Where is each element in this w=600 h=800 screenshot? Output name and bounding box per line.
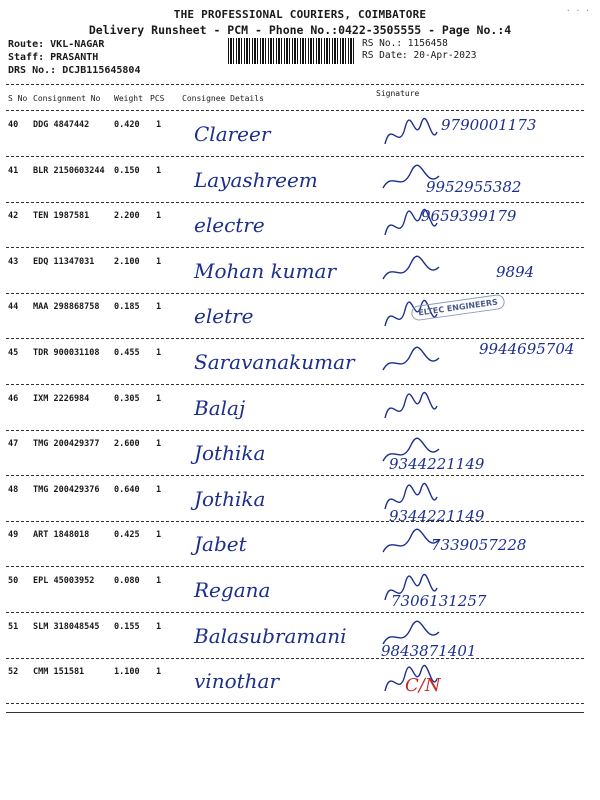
row-signature (381, 342, 581, 384)
table-row (6, 522, 584, 567)
table-row (6, 659, 584, 704)
cn-mark: C/N (405, 675, 441, 697)
col-consignment: Consignment No (33, 94, 101, 103)
row-pcs: 1 (156, 348, 162, 358)
staff-line (8, 51, 140, 64)
row-pcs: 1 (156, 667, 162, 678)
row-pcs: 1 (156, 484, 162, 495)
row-signature (381, 296, 581, 338)
row-consignment-no: DDG 4847442 (33, 120, 90, 130)
table-row (6, 477, 584, 525)
row-consignee-name: Clareer (194, 122, 271, 146)
row-consignment-no: ART 1848018 (33, 530, 90, 541)
row-consignee-name: Balasubramani (194, 623, 347, 648)
table-row (6, 431, 584, 476)
phone-number: 9344221149 (389, 506, 485, 525)
bottom-divider (6, 712, 584, 713)
phone-number: 7306131257 (391, 592, 487, 610)
col-signature: Signature (376, 89, 420, 98)
row-signature (381, 616, 581, 658)
row-consignment-no: CMM 151581 (33, 667, 85, 678)
row-pcs: 1 (156, 439, 162, 450)
rs-block (362, 38, 476, 62)
row-sno: 50 (8, 576, 19, 586)
col-sno: S No (8, 94, 28, 103)
table-row (6, 340, 584, 385)
table-row (6, 112, 584, 157)
rs-date-line (362, 50, 476, 62)
row-signature (381, 251, 581, 293)
rs-date-value: 20-Apr-2023 (413, 50, 477, 61)
row-signature (381, 570, 581, 612)
row-pcs: 1 (156, 530, 162, 541)
staff-label: Staff: (8, 52, 45, 63)
signature-scribble (381, 251, 441, 291)
row-signature (381, 433, 581, 475)
row-weight: 2.600 (114, 439, 140, 450)
row-consignee-name: Jothika (194, 441, 266, 466)
row-sno: 42 (8, 211, 19, 222)
row-signature (381, 205, 581, 247)
row-pcs: 1 (156, 302, 162, 313)
table-row (6, 614, 584, 659)
row-consignee-name: Saravanakumar (194, 350, 355, 374)
row-consignee-name: Balaj (194, 395, 246, 420)
col-details: Consignee Details (182, 94, 264, 103)
row-consignment-no: IXM 2226984 (33, 393, 90, 404)
row-sno: 41 (8, 165, 19, 176)
route-label: Route: (8, 39, 45, 50)
row-consignment-no: MAA 298868758 (33, 302, 100, 313)
row-sno: 46 (8, 393, 19, 404)
phone-number: 9944695704 (479, 340, 575, 358)
table-row (6, 158, 584, 203)
rs-no-value: 1156458 (407, 38, 448, 49)
rs-date-label: RS Date: (362, 50, 408, 61)
corner-marks: · · · (565, 6, 590, 15)
row-sno: 48 (8, 484, 19, 495)
table-row (6, 294, 584, 339)
row-pcs: 1 (156, 211, 162, 222)
row-sno: 44 (8, 302, 19, 313)
row-weight: 0.420 (114, 120, 140, 130)
rs-no-line (362, 38, 476, 50)
phone-number: 9952955382 (426, 177, 522, 196)
drs-line (8, 64, 140, 77)
row-sno: 47 (8, 439, 19, 450)
row-weight: 0.305 (114, 393, 140, 404)
row-pcs: 1 (156, 576, 162, 586)
row-weight: 1.100 (114, 667, 140, 678)
row-consignee-name: Jothika (194, 486, 266, 511)
row-consignee-name: Jabet (194, 532, 247, 557)
row-consignment-no: TDR 900031108 (33, 348, 100, 358)
runsheet-title: THE PROFESSIONAL COURIERS, COIMBATORE (173, 8, 427, 21)
signature-scribble (381, 388, 441, 428)
row-sno: 45 (8, 348, 19, 358)
row-consignment-no: BLR 2150603244 (33, 165, 105, 176)
row-signature (381, 479, 581, 525)
row-consignment-no: EPL 45003952 (33, 576, 95, 586)
phone-number: 9659399179 (421, 207, 517, 226)
phone-number: 7339057228 (431, 536, 527, 555)
row-sno: 40 (8, 120, 19, 130)
row-weight: 0.425 (114, 530, 140, 541)
row-consignment-no: SLM 318048545 (33, 621, 100, 632)
col-pcs: PCS (150, 94, 165, 103)
drs-value: DCJB115645804 (62, 65, 141, 76)
row-signature (381, 160, 581, 202)
route-value: VKL-NAGAR (50, 39, 105, 50)
company-stamp: ELTEC ENGINEERS (410, 294, 505, 322)
phone-number: 9843871401 (381, 641, 477, 660)
phone-number: 9790001173 (441, 116, 537, 134)
row-weight: 0.455 (114, 348, 140, 358)
signature-scribble (381, 342, 441, 382)
row-consignee-name: electre (194, 213, 265, 238)
staff-value: PRASANTH (50, 52, 99, 63)
row-consignment-no: EDQ 11347031 (33, 256, 95, 267)
table-row (6, 568, 584, 613)
row-consignee-name: Regana (194, 578, 271, 602)
row-weight: 2.100 (114, 256, 140, 267)
rs-no-label: RS No.: (362, 38, 403, 49)
table-row (6, 249, 584, 294)
row-consignee-name: vinothar (194, 669, 280, 694)
drs-label: DRS No.: (8, 65, 57, 76)
row-divider (6, 703, 584, 704)
row-signature (381, 524, 581, 566)
row-consignment-no: TMG 200429376 (33, 484, 100, 495)
row-pcs: 1 (156, 621, 162, 632)
phone-number: 9344221149 (389, 455, 485, 474)
row-sno: 49 (8, 530, 19, 541)
row-consignee-name: Layashreem (194, 167, 318, 192)
row-consignee-name: Mohan kumar (194, 258, 337, 283)
col-weight: Weight (114, 94, 143, 103)
divider (6, 84, 584, 85)
row-consignee-name: eletre (194, 304, 254, 329)
row-signature (381, 661, 581, 703)
row-signature (381, 114, 581, 156)
table-row (6, 203, 584, 248)
phone-number: 9894 (496, 262, 535, 281)
barcode-image (228, 38, 356, 64)
row-pcs: 1 (156, 256, 162, 267)
row-consignment-no: TEN 1987581 (33, 211, 90, 222)
row-weight: 0.185 (114, 302, 140, 313)
runsheet-subtitle: Delivery Runsheet - PCM - Phone No.:0422-3505555 - Page No.:4 (88, 23, 512, 37)
route-line (8, 38, 140, 51)
row-sno: 52 (8, 667, 19, 678)
divider (6, 110, 584, 111)
row-sno: 43 (8, 256, 19, 267)
row-weight: 2.200 (114, 211, 140, 222)
row-pcs: 1 (156, 120, 162, 130)
row-weight: 0.150 (114, 165, 140, 176)
signature-scribble (381, 114, 441, 154)
table-row (6, 386, 584, 431)
row-weight: 0.155 (114, 621, 140, 632)
row-signature (381, 388, 581, 430)
row-pcs: 1 (156, 165, 162, 176)
row-weight: 0.080 (114, 576, 140, 586)
route-staff-block (8, 38, 140, 77)
row-pcs: 1 (156, 393, 162, 404)
row-weight: 0.640 (114, 484, 140, 495)
row-consignment-no: TMG 200429377 (33, 439, 100, 450)
row-sno: 51 (8, 621, 19, 632)
